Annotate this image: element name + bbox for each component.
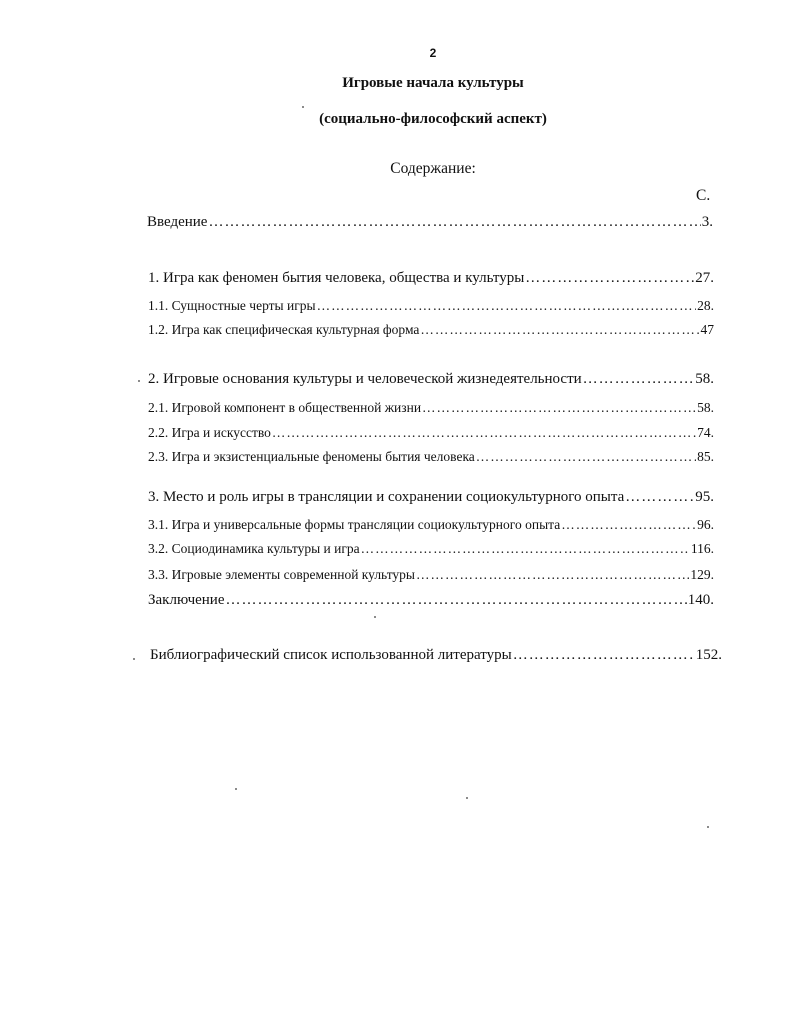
toc-label: Введение <box>147 214 208 230</box>
toc-page: 85. <box>697 449 714 464</box>
toc-label: Заключение <box>148 592 225 608</box>
dot-leader <box>272 425 696 441</box>
toc-label: 3.1. Игра и универсальные формы трансляции социокультурного опыта <box>148 517 561 532</box>
toc-page: 27. <box>695 270 714 286</box>
dot-leader <box>361 541 690 557</box>
toc-label: 2.3. Игра и экзистенциальные феномены бытия человека <box>148 449 475 464</box>
toc-page: 116. <box>690 541 714 556</box>
toc-entry-section-1-2 <box>148 322 714 338</box>
dot-leader <box>422 400 696 416</box>
toc-label: 2.2. Игра и искусство <box>148 425 271 440</box>
toc-page: 74. <box>697 425 714 440</box>
scan-speck <box>302 106 304 108</box>
scan-speck <box>138 380 140 382</box>
toc-entry-bibliography <box>150 647 722 664</box>
toc-label: 1. Игра как феномен бытия человека, общества и культуры <box>148 270 525 286</box>
toc-label: 2. Игровые основания культуры и человеческой жизнедеятельности <box>148 371 582 387</box>
toc-entry-section-3-1 <box>148 517 714 533</box>
toc-entry-intro <box>147 214 713 231</box>
contents-heading: Содержание: <box>390 160 476 177</box>
dot-leader <box>208 214 700 231</box>
toc-page: 47 <box>700 322 714 337</box>
dot-leader <box>525 270 694 287</box>
toc-entry-section-2-2 <box>148 425 714 441</box>
toc-page: 3. <box>701 214 713 230</box>
toc-label: 3. Место и роль игры в трансляции и сохранении социокультурного опыта <box>148 489 625 505</box>
toc-entry-chapter-2 <box>148 371 714 388</box>
document-title: Игровые начала культуры <box>342 75 524 91</box>
toc-page: 58. <box>697 400 714 415</box>
scan-speck <box>466 797 468 799</box>
toc-label: 1.1. Сущностные черты игры <box>148 298 316 313</box>
toc-page: 95. <box>695 489 714 505</box>
scan-speck <box>707 826 709 828</box>
dot-leader <box>583 371 695 388</box>
dot-leader <box>625 489 694 506</box>
scan-speck <box>235 788 237 790</box>
scan-speck <box>374 616 376 618</box>
scan-speck <box>133 658 135 660</box>
toc-page: 140. <box>687 592 714 608</box>
toc-page: 129. <box>690 567 714 582</box>
toc-page: 152. <box>695 647 722 663</box>
toc-entry-conclusion <box>148 592 714 609</box>
document-subtitle: (социально-философский аспект) <box>319 111 547 127</box>
page-column-label: С. <box>696 187 711 204</box>
toc-label: Библиографический список использованной литературы <box>150 647 512 663</box>
dot-leader <box>226 592 687 609</box>
toc-entry-section-3-3 <box>148 567 714 583</box>
toc-entry-chapter-3 <box>148 489 714 506</box>
page-number: 2 <box>429 46 437 60</box>
dot-leader <box>420 322 699 338</box>
dot-leader <box>476 449 696 465</box>
toc-label: 1.2. Игра как специфическая культурная форма <box>148 322 420 337</box>
dot-leader <box>317 298 697 314</box>
toc-label: 3.3. Игровые элементы современной культуры <box>148 567 415 582</box>
dot-leader <box>416 567 689 583</box>
toc-entry-section-2-3 <box>148 449 714 465</box>
toc-label: 2.1. Игровой компонент в общественной жизни <box>148 400 422 415</box>
toc-entry-section-1-1 <box>148 298 714 314</box>
toc-page: 58. <box>695 371 714 387</box>
toc-entry-chapter-1 <box>148 270 714 287</box>
dot-leader <box>561 517 696 533</box>
dot-leader <box>513 647 695 664</box>
toc-page: 28. <box>697 298 714 313</box>
toc-entry-section-3-2 <box>148 541 714 557</box>
toc-page: 96. <box>697 517 714 532</box>
toc-entry-section-2-1 <box>148 400 714 416</box>
toc-label: 3.2. Социодинамика культуры и игра <box>148 541 360 556</box>
